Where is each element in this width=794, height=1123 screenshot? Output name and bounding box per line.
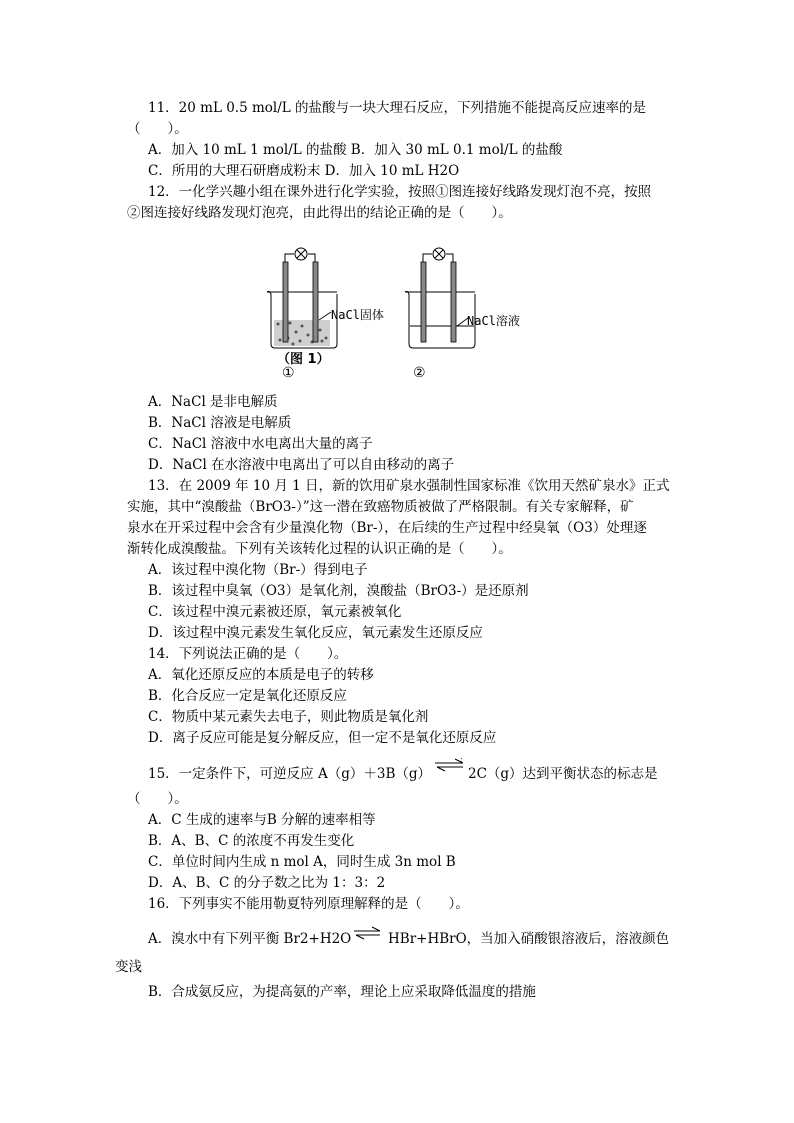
q13-stem-4: 渐转化成溴酸盐。下列有关该转化过程的认识正确的是（ ）。 — [127, 541, 512, 557]
q15-stem-left: 15．一定条件下，可逆反应 A（g）＋3B（g） — [148, 766, 432, 782]
q12-option-c: C．NaCl 溶液中水电离出大量的离子 — [148, 436, 373, 452]
nacl-solution-label: NaCl溶液 — [467, 314, 520, 328]
q14-option-a: A．氧化还原反应的本质是电子的转移 — [148, 667, 374, 683]
q13-option-b: B．该过程中臭氧（O3）是氧化剂，溴酸盐（BrO3-）是还原剂 — [148, 583, 529, 599]
q12-figure — [255, 240, 555, 385]
electrode-right-1 — [313, 262, 318, 342]
q14-option-c: C．物质中某元素失去电子，则此物质是氧化剂 — [148, 709, 429, 725]
electrode-right-2 — [451, 262, 456, 342]
q16-option-a-right: HBr+HBrO，当加入硝酸银溶液后，溶液颜色 — [388, 931, 670, 947]
q14-option-b: B．化合反应一定是氧化还原反应 — [148, 688, 347, 704]
q11-options-ab: A．加入 10 mL 1 mol/L 的盐酸 B．加入 30 mL 0.1 mol/L 的盐酸 — [148, 142, 563, 158]
circuit-1 — [285, 248, 315, 262]
q13-stem-1: 13．在 2009 年 10 月 1 日，新的饮用矿泉水强制性国家标准《饮用天然矿泉水》正式 — [148, 478, 670, 494]
q15-option-c: C．单位时间内生成 n mol A，同时生成 3n mol B — [148, 854, 456, 870]
beaker-2 — [405, 291, 475, 348]
q11-answer-blank: （ ）。 — [127, 121, 188, 137]
q16-stem: 16．下列事实不能用勒夏特列原理解释的是（ ）。 — [148, 896, 469, 912]
figure-number-1: ① — [282, 365, 295, 381]
q16-option-a-left: A．溴水中有下列平衡 Br2+H2O — [148, 931, 352, 947]
electrode-left-1 — [283, 262, 288, 342]
q13-stem-2: 实施，其中“溴酸盐（BrO3-）”这一潜在致癌物质被做了严格限制。有关专家解释，矿 — [127, 499, 634, 515]
q16-option-b: B．合成氨反应，为提高氨的产率，理论上应采取降低温度的措施 — [148, 984, 536, 1000]
figure-number-2: ② — [413, 365, 426, 381]
q12-option-a: A．NaCl 是非电解质 — [148, 394, 278, 410]
q14-option-d: D．离子反应可能是复分解反应，但一定不是氧化还原反应 — [148, 730, 497, 746]
q12-option-d: D．NaCl 在水溶液中电离出了可以自由移动的离子 — [148, 457, 455, 473]
q15-stem-right: 2C（g）达到平衡状态的标志是 — [468, 766, 658, 782]
q13-option-d: D．该过程中溴元素发生氧化反应，氧元素发生还原反应 — [148, 625, 483, 641]
equilibrium-arrow-icon — [433, 756, 467, 774]
q13-option-c: C．该过程中溴元素被还原，氧元素被氧化 — [148, 604, 402, 620]
q15-option-b: B．A、B、C 的浓度不再发生变化 — [148, 833, 355, 849]
q11-stem: 11．20 mL 0.5 mol/L 的盐酸与一块大理石反应，下列措施不能提高反应速率的是 — [148, 100, 647, 116]
circuit-2 — [423, 248, 453, 262]
q12-option-b: B．NaCl 溶液是电解质 — [148, 415, 292, 431]
nacl-solid — [274, 320, 330, 346]
nacl-solid-label: NaCl固体 — [331, 308, 384, 322]
q13-option-a: A．该过程中溴化物（Br-）得到电子 — [148, 562, 368, 578]
q15-option-a: A．C 生成的速率与B 分解的速率相等 — [148, 812, 376, 828]
q13-stem-3: 泉水在开采过程中会含有少量溴化物（Br-），在后续的生产过程中经臭氧（O3）处理逐 — [127, 520, 647, 536]
svg-text:;: ; — [460, 755, 463, 764]
q16-option-a-cont: 变浅 — [115, 959, 142, 975]
q12-stem-cont: ②图连接好线路发现灯泡亮，由此得出的结论正确的是（ ）。 — [127, 205, 512, 221]
q15-answer-blank: （ ）。 — [127, 791, 188, 807]
q11-options-cd: C．所用的大理石研磨成粉末 D．加入 10 mL H2O — [148, 163, 460, 179]
figure-cut-label: （图 1） — [277, 352, 330, 367]
electrode-left-2 — [421, 262, 426, 342]
q15-option-d: D．A、B、C 的分子数之比为 1：3：2 — [148, 875, 386, 891]
q14-stem: 14．下列说法正确的是（ ）。 — [148, 646, 348, 662]
q12-stem: 12．一化学兴趣小组在课外进行化学实验，按照①图连接好线路发现灯泡不亮，按照 — [148, 184, 652, 200]
equilibrium-arrow-icon — [352, 926, 384, 940]
